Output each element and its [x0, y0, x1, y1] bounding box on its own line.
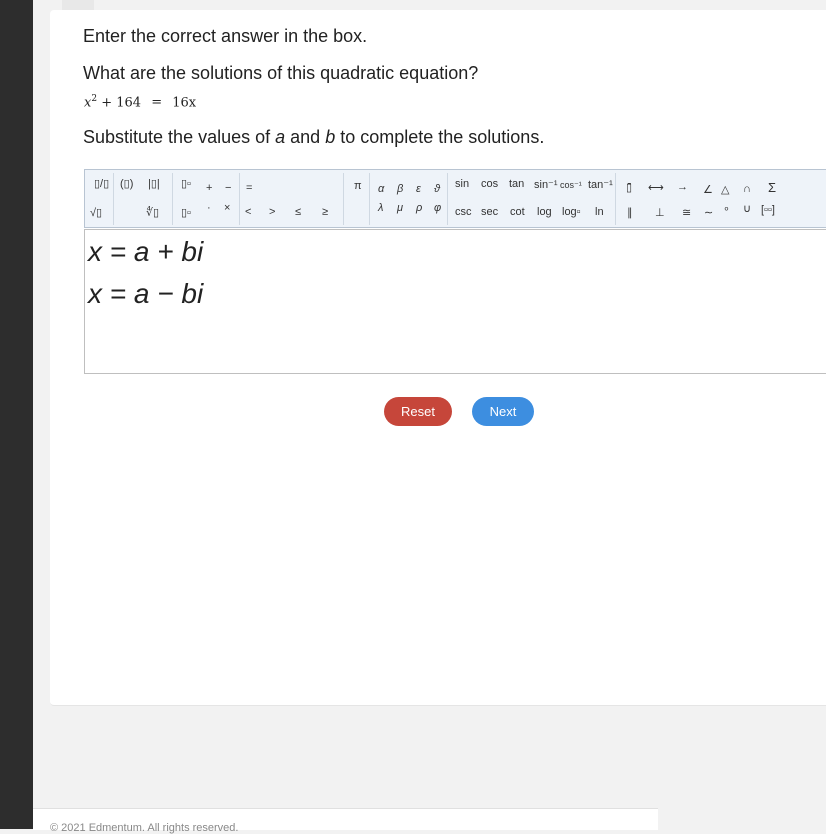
toolbar-separator	[239, 173, 240, 225]
var-b: b	[325, 127, 336, 147]
solution-line-1[interactable]: x = a + bi	[88, 236, 204, 267]
toolbar-separator	[447, 173, 448, 225]
eq-constant: + 164	[101, 95, 142, 111]
plus-button[interactable]: +	[206, 182, 213, 194]
substitute-pre: Substitute the values of	[83, 127, 276, 147]
alpha-button[interactable]: α	[378, 183, 385, 195]
arcsin-button[interactable]: sin⁻¹	[534, 179, 558, 191]
sigma-button[interactable]: Σ	[768, 180, 777, 195]
phi-button[interactable]: φ	[434, 202, 442, 214]
times-button[interactable]: ×	[224, 202, 231, 214]
quadratic-equation	[84, 94, 196, 110]
csc-button[interactable]: csc	[455, 206, 472, 218]
perpendicular-button[interactable]: ⊥	[655, 207, 665, 219]
union-button[interactable]: ∪	[743, 203, 752, 215]
top-tab-block	[62, 0, 94, 10]
toolbar-separator	[172, 173, 173, 225]
subscript-button[interactable]: ▯▫	[181, 207, 191, 219]
exponent-button[interactable]: ▯▫	[181, 178, 191, 190]
dot-button[interactable]: ·	[207, 202, 211, 214]
fraction-button[interactable]: ▯/▯	[94, 178, 110, 190]
toolbar-separator	[113, 173, 114, 225]
toolbar-separator	[369, 173, 370, 225]
overline-button[interactable]: ▯̄	[626, 182, 633, 194]
toolbar-separator	[343, 173, 344, 225]
sin-button[interactable]: sin	[455, 178, 470, 190]
mu-button[interactable]: μ	[397, 202, 404, 214]
absolute-value-button[interactable]: |▯|	[148, 178, 160, 190]
var-a: a	[275, 127, 286, 147]
pi-button[interactable]: π	[354, 180, 362, 192]
eq-rhs: 16x	[172, 95, 197, 111]
greater-than-button[interactable]: >	[269, 206, 276, 218]
matrix-button[interactable]: [▫▫]	[761, 204, 775, 216]
cot-button[interactable]: cot	[510, 206, 525, 218]
top-strip	[33, 0, 826, 10]
square-root-button[interactable]: √▯	[90, 207, 103, 219]
less-equal-button[interactable]: ≤	[295, 206, 302, 218]
line-button[interactable]: ⟷	[648, 182, 664, 194]
triangle-button[interactable]: △	[721, 184, 730, 196]
arctan-button[interactable]: tan⁻¹	[588, 179, 613, 191]
log-button[interactable]: log	[537, 206, 552, 218]
similar-button[interactable]: ∼	[704, 207, 714, 219]
sec-button[interactable]: sec	[481, 206, 499, 218]
parentheses-button[interactable]: (▯)	[120, 178, 134, 190]
eq-x: x	[84, 95, 92, 111]
congruent-button[interactable]: ≅	[682, 207, 692, 219]
tan-button[interactable]: tan	[509, 178, 525, 190]
rho-button[interactable]: ρ	[416, 202, 423, 214]
cos-button[interactable]: cos	[481, 178, 499, 190]
instruction-text: Enter the correct answer in the box.	[83, 26, 368, 46]
next-button[interactable]: Next	[472, 397, 534, 426]
lambda-button[interactable]: λ	[378, 202, 384, 214]
left-sidebar	[0, 0, 33, 829]
minus-button[interactable]: −	[225, 182, 232, 194]
angle-button[interactable]: ∠	[703, 184, 713, 196]
equals-button[interactable]: =	[246, 182, 253, 194]
copyright-text: © 2021 Edmentum. All rights reserved.	[50, 822, 239, 834]
greater-equal-button[interactable]: ≥	[322, 206, 329, 218]
nth-root-button[interactable]: ∜▯	[146, 207, 160, 219]
beta-button[interactable]: β	[397, 183, 404, 195]
question-text: What are the solutions of this quadratic equation?	[83, 63, 479, 83]
substitute-text	[83, 127, 544, 148]
epsilon-button[interactable]: ε	[416, 183, 421, 195]
solution-line-2[interactable]: x = a − bi	[88, 278, 204, 309]
arccos-button[interactable]: cos⁻¹	[560, 180, 582, 190]
eq-exponent: 2	[91, 94, 98, 104]
intersection-button[interactable]: ∩	[743, 183, 751, 195]
substitute-and: and	[285, 127, 326, 147]
less-than-button[interactable]: <	[245, 206, 252, 218]
log-base-button[interactable]: log▫	[562, 206, 581, 218]
parallel-button[interactable]: ∥	[627, 207, 633, 219]
substitute-post: to complete the solutions.	[335, 127, 545, 147]
toolbar-separator	[615, 173, 616, 225]
reset-button[interactable]: Reset	[384, 397, 452, 426]
theta-button[interactable]: ϑ	[434, 183, 441, 195]
ln-button[interactable]: ln	[595, 206, 604, 218]
ray-button[interactable]: →	[677, 181, 688, 193]
eq-equals: =	[151, 95, 163, 111]
degree-button[interactable]: ∘	[723, 203, 730, 215]
